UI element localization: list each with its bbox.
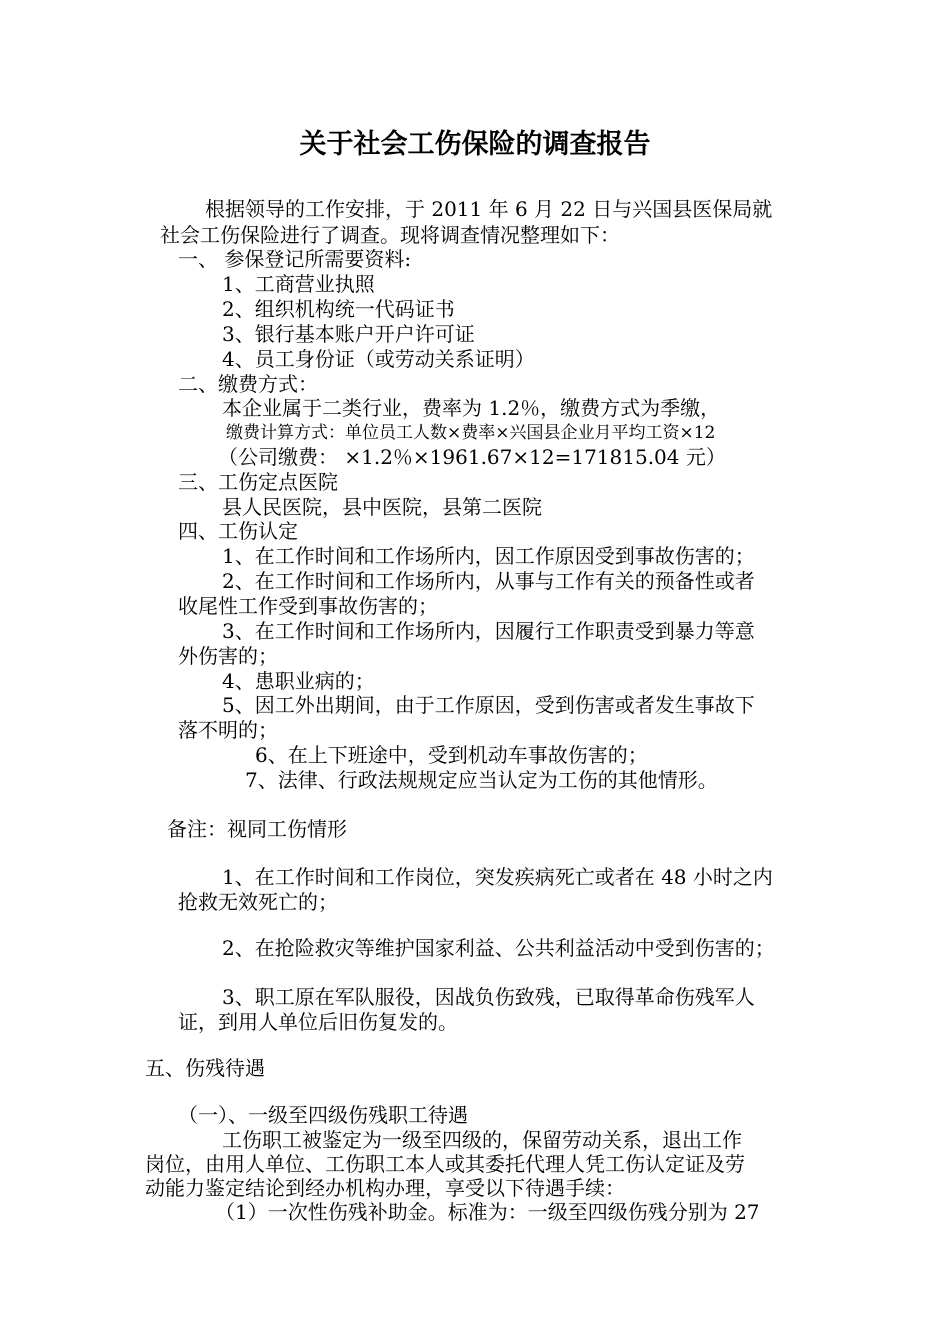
section-4-line-6: 4、患职业病的； — [222, 669, 375, 693]
note-line-4: 3、职工原在军队服役，因战负伤致残，已取得革命伤残军人 — [222, 985, 755, 1009]
note-line-5: 证，到用人单位后旧伤复发的。 — [178, 1010, 458, 1034]
section-1-heading: 一、 参保登记所需要资料: — [178, 247, 412, 271]
section-5-line-2: 岗位，由用人单位、工伤职工本人或其委托代理人凭工伤认定证及劳 — [145, 1152, 745, 1176]
section-2-line-3: （公司缴费： ×1.2％×1961.67×12=171815.04 元） — [218, 445, 726, 469]
note-line-2: 抢救无效死亡的； — [178, 890, 338, 914]
section-5-line-3: 动能力鉴定结论到经办机构办理，享受以下待遇手续： — [145, 1176, 625, 1200]
section-4-line-3: 收尾性工作受到事故伤害的； — [178, 594, 438, 618]
section-4-line-5: 外伤害的； — [178, 644, 278, 668]
intro-line-1: 根据领导的工作安排，于 2011 年 6 月 22 日与兴国县医保局就 — [205, 197, 773, 221]
section-4-heading: 四、工伤认定 — [178, 519, 298, 543]
section-4-line-10: 7、法律、行政法规规定应当认定为工伤的其他情形。 — [245, 768, 718, 792]
section-5-subheading: （一）、一级至四级伤残职工待遇 — [178, 1103, 468, 1127]
section-5-line-4: （1）一次性伤残补助金。标准为：一级至四级伤残分别为 27 — [215, 1200, 760, 1224]
section-3-heading: 三、工伤定点医院 — [178, 470, 338, 494]
section-4-line-1: 1、在工作时间和工作场所内，因工作原因受到事故伤害的； — [222, 544, 755, 568]
section-2-heading: 二、缴费方式： — [178, 372, 318, 396]
section-5-heading: 五、伤残待遇 — [145, 1056, 265, 1080]
section-4-line-2: 2、在工作时间和工作场所内，从事与工作有关的预备性或者 — [222, 569, 755, 593]
document-title: 关于社会工伤保险的调查报告 — [299, 129, 651, 160]
note-line-3: 2、在抢险救灾等维护国家利益、公共利益活动中受到伤害的； — [222, 936, 775, 960]
section-4-line-7: 5、因工外出期间，由于工作原因，受到伤害或者发生事故下 — [222, 693, 755, 717]
section-4-line-4: 3、在工作时间和工作场所内，因履行工作职责受到暴力等意 — [222, 619, 755, 643]
section-1-item-4: 4、员工身份证（或劳动关系证明） — [222, 347, 535, 371]
intro-line-2: 社会工伤保险进行了调查。现将调查情况整理如下： — [160, 223, 620, 247]
section-4-line-8: 落不明的； — [178, 718, 278, 742]
section-5-line-1: 工伤职工被鉴定为一级至四级的，保留劳动关系，退出工作 — [222, 1128, 742, 1152]
section-2-line-2: 缴费计算方式：单位员工人数×费率×兴国县企业月平均工资×12 — [226, 423, 716, 443]
note-line-1: 1、在工作时间和工作岗位，突发疾病死亡或者在 48 小时之内 — [222, 865, 773, 889]
section-4-line-9: 6、在上下班途中，受到机动车事故伤害的； — [255, 743, 648, 767]
section-3-line-1: 县人民医院，县中医院，县第二医院 — [222, 495, 542, 519]
section-1-item-3: 3、银行基本账户开户许可证 — [222, 322, 475, 346]
note-heading: 备注：视同工伤情形 — [167, 817, 347, 841]
section-2-line-1: 本企业属于二类行业，费率为 1.2％，缴费方式为季缴， — [222, 396, 721, 420]
section-1-item-2: 2、组织机构统一代码证书 — [222, 297, 455, 321]
section-1-item-1: 1、工商营业执照 — [222, 272, 375, 296]
